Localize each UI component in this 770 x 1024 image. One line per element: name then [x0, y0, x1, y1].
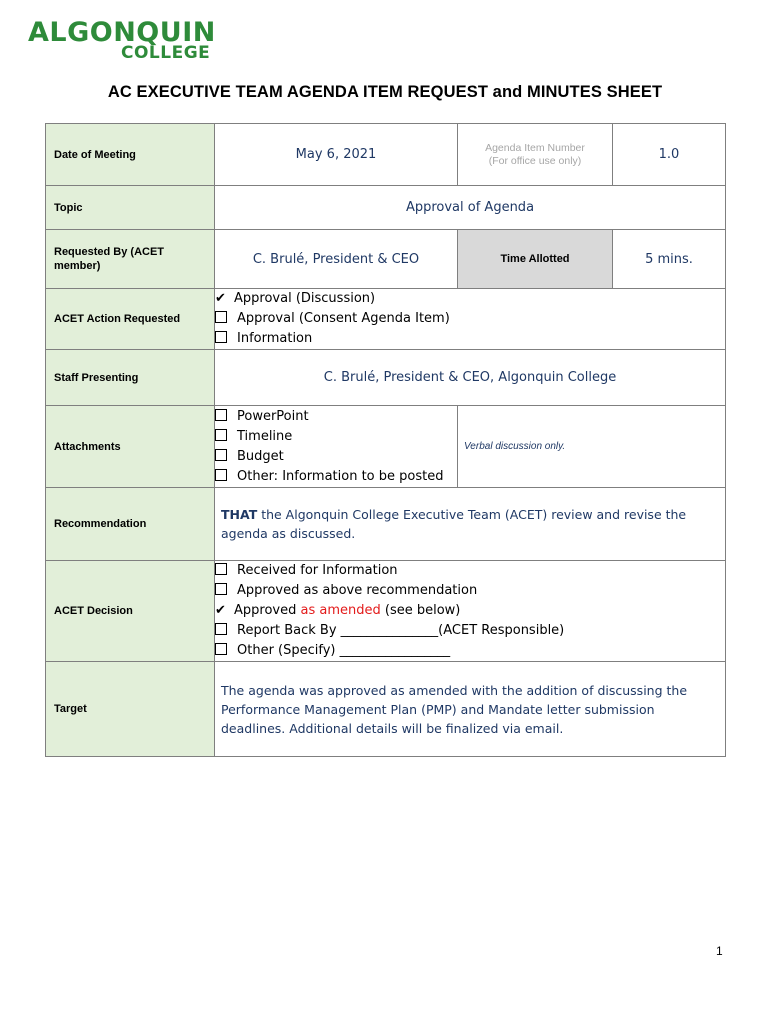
office-use-line-1: Agenda Item Number	[485, 141, 585, 154]
meeting-date: May 6, 2021	[215, 124, 458, 186]
checkbox-icon	[215, 563, 227, 575]
decision-option-5-label: Other (Specify) _________________	[237, 643, 451, 658]
action-option-1	[215, 289, 725, 309]
checkbox-icon	[215, 409, 227, 421]
checkbox-icon	[215, 623, 227, 635]
target-line-2: Performance Management Plan (PMP) and Mandate letter submission	[221, 701, 655, 717]
target-line-3: deadlines. Additional details will be finalized via email.	[221, 720, 564, 736]
logo-line-1: ALGONQUIN	[28, 17, 216, 48]
label-attachments: Attachments	[46, 406, 215, 488]
label-decision: ACET Decision	[46, 561, 215, 662]
checkbox-icon	[215, 311, 227, 323]
decision-option-5	[215, 641, 725, 661]
label-topic: Topic	[46, 186, 215, 230]
decision-option-1	[215, 561, 725, 581]
decision-option-3-label-a: Approved	[234, 603, 301, 618]
decision-option-3	[215, 601, 725, 621]
checkbox-icon	[215, 429, 227, 441]
target-line-1: The agenda was approved as amended with the addition of discussing the	[221, 682, 688, 698]
college-logo	[28, 18, 218, 68]
checkmark-icon: ✔	[215, 291, 226, 306]
recommendation-lead: THAT	[221, 507, 258, 522]
action-options	[215, 289, 726, 350]
staff-value: C. Brulé, President & CEO, Algonquin College	[215, 350, 726, 406]
row-recommendation	[46, 488, 726, 561]
attachment-option-2	[215, 427, 457, 447]
checkmark-icon: ✔	[215, 603, 226, 618]
label-target: Target	[46, 662, 215, 757]
row-attachments	[46, 406, 726, 488]
decision-option-2	[215, 581, 725, 601]
label-staff: Staff Presenting	[46, 350, 215, 406]
recommendation-line-1	[221, 505, 725, 524]
attachment-option-3-label: Budget	[237, 448, 284, 464]
office-use-label	[458, 124, 613, 186]
logo-line-2: COLLEGE	[121, 43, 211, 63]
action-option-2-label: Approval (Consent Agenda Item)	[237, 311, 450, 326]
label-requested-line-1: Requested By (ACET	[54, 246, 165, 258]
action-option-3-label: Information	[237, 331, 313, 346]
topic-value: Approval of Agenda	[215, 186, 726, 230]
recommendation-line-1-text: the Algonquin College Executive Team (ACET) review and revise the	[257, 507, 687, 522]
row-topic	[46, 186, 726, 230]
label-action: ACET Action Requested	[46, 289, 215, 350]
checkbox-icon	[215, 643, 227, 655]
requested-by-value: C. Brulé, President & CEO	[215, 230, 458, 289]
decision-option-4	[215, 621, 725, 641]
decision-option-2-label: Approved as above recommendation	[237, 583, 478, 598]
attachment-options	[215, 406, 458, 488]
label-date: Date of Meeting	[46, 124, 215, 186]
time-allotted-value: 5 mins.	[613, 230, 726, 289]
attachment-option-2-label: Timeline	[237, 428, 293, 444]
row-date	[46, 124, 726, 186]
agenda-item-number: 1.0	[613, 124, 726, 186]
decision-option-3-label-b: (see below)	[380, 603, 461, 618]
decision-option-4-label: Report Back By _______________(ACET Responsible)	[237, 623, 565, 638]
attachment-option-1	[215, 407, 457, 427]
recommendation-line-2: agenda as discussed.	[221, 526, 356, 541]
attachment-option-1-label: PowerPoint	[237, 408, 309, 424]
checkbox-icon	[215, 583, 227, 595]
label-time-allotted: Time Allotted	[458, 230, 613, 289]
office-use-line-2: (For office use only)	[488, 154, 582, 167]
action-option-1-label: Approval (Discussion)	[234, 291, 376, 306]
label-requested-line-2: member)	[54, 260, 101, 272]
row-requested	[46, 230, 726, 289]
checkbox-icon	[215, 469, 227, 481]
target-text	[215, 662, 726, 757]
decision-options	[215, 561, 726, 662]
action-option-3	[215, 329, 725, 349]
page-title: AC EXECUTIVE TEAM AGENDA ITEM REQUEST and MINUTES SHEET	[107, 83, 663, 101]
page-number: 1	[716, 944, 723, 958]
decision-option-1-label: Received for Information	[237, 563, 398, 578]
action-option-2	[215, 309, 725, 329]
row-target	[46, 662, 726, 757]
row-decision	[46, 561, 726, 662]
label-requested	[46, 230, 215, 289]
attachment-option-4-label: Other: Information to be posted	[237, 468, 444, 484]
checkbox-icon	[215, 449, 227, 461]
checkbox-icon	[215, 331, 227, 343]
label-recommendation: Recommendation	[46, 488, 215, 561]
attachment-note: Verbal discussion only.	[458, 406, 726, 488]
attachment-option-3	[215, 447, 457, 467]
row-staff	[46, 350, 726, 406]
row-action	[46, 289, 726, 350]
decision-option-3-amended: as amended	[300, 603, 381, 618]
agenda-form-table	[45, 123, 726, 757]
recommendation-text	[215, 488, 726, 561]
attachment-option-4	[215, 467, 457, 487]
